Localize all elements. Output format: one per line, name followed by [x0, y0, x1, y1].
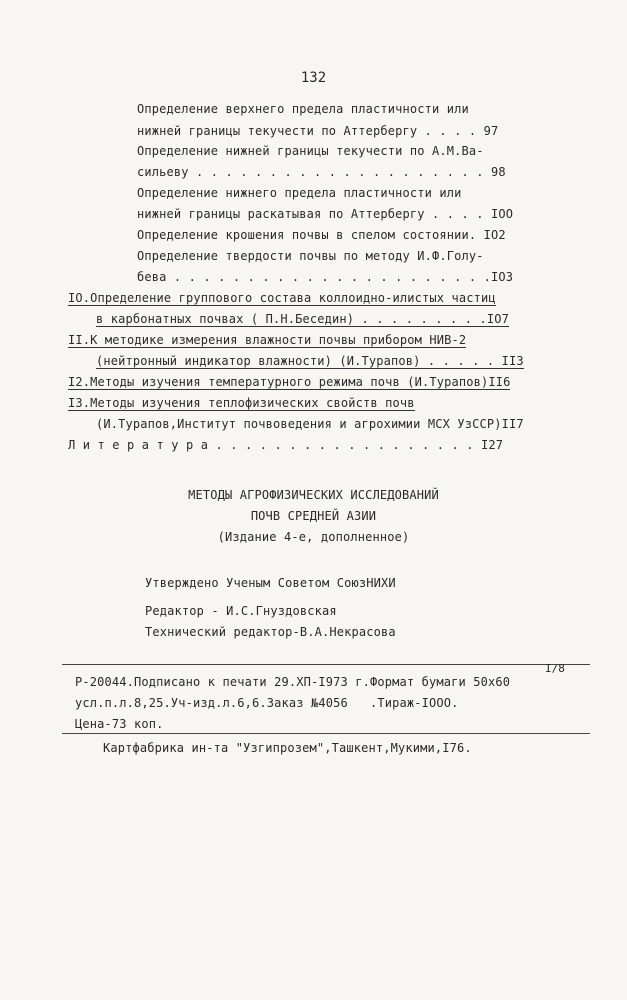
- technical-editor: Технический редактор-В.А.Некрасова: [145, 625, 396, 639]
- divider: [62, 664, 590, 665]
- page-number: 132: [300, 70, 327, 86]
- imprint-line: усл.п.л.8,25.Уч-изд.л.6,6.Заказ №4056 .Тираж-IOOO.: [75, 696, 459, 710]
- toc-section: [96, 354, 524, 368]
- toc-section: [68, 333, 466, 347]
- toc-section-text: II.К методике измерения влажности почвы прибором НИВ-2: [68, 333, 467, 347]
- printer-info: Картфабрика ин-та "Узгипрозем",Ташкент,Мукими,I76.: [103, 741, 472, 755]
- toc-section: [68, 396, 415, 410]
- toc-literature: Л и т е р а т у р а . . . . . . . . . . . . . . . . . . I27: [68, 438, 504, 452]
- toc-section: [68, 375, 510, 389]
- toc-line: сильеву . . . . . . . . . . . . . . . . . . . . 98: [137, 165, 506, 179]
- toc-line: Определение твердости почвы по методу И.Ф.Голу-: [137, 249, 484, 263]
- toc-line: Определение крошения почвы в спелом состоянии. IO2: [137, 228, 506, 242]
- approved-by: Утверждено Ученым Советом СоюзНИХИ: [145, 576, 396, 590]
- edition: (Издание 4-е, дополненное): [217, 530, 410, 544]
- toc-section: [68, 291, 496, 305]
- format-fraction: I/8: [545, 662, 565, 675]
- toc-section-text: I3.Методы изучения теплофизических свойств почв: [68, 396, 415, 410]
- toc-line: Определение нижнего предела пластичности или: [137, 186, 462, 200]
- imprint-line: Р-20044.Подписано к печати 29.ХП-I973 г.Формат бумаги 50х60: [75, 675, 511, 689]
- imprint-line: Цена-73 коп.: [75, 717, 164, 731]
- divider: [62, 733, 590, 734]
- book-title: МЕТОДЫ АГРОФИЗИЧЕСКИХ ИССЛЕДОВАНИЙ: [188, 488, 439, 502]
- toc-section-text: (нейтронный индикатор влажности) (И.Турапов) . . . . . II3: [96, 354, 524, 368]
- book-subtitle: ПОЧВ СРЕДНЕЙ АЗИИ: [250, 509, 377, 523]
- toc-line: нижней границы раскатывая по Аттербергу . . . . IOO: [137, 207, 514, 221]
- toc-section: (И.Турапов,Институт почвоведения и агрохимии МСХ УзССР)II7: [96, 417, 524, 431]
- editor: Редактор - И.С.Гнyздовская: [145, 604, 337, 618]
- toc-section-text: I2.Методы изучения температурного режима почв (И.Турапов)II6: [68, 375, 511, 389]
- toc-section-text: IO.Определение группового состава коллоидно-илистых частиц: [68, 291, 496, 305]
- toc-line: нижней границы текучести по Аттербергу . . . . 97: [137, 124, 499, 138]
- toc-line: Определение верхнего предела пластичности или: [137, 102, 469, 116]
- toc-section-text: в карбонатных почвах ( П.Н.Беседин) . . . . . . . . .IO7: [96, 312, 509, 326]
- toc-line: бева . . . . . . . . . . . . . . . . . . . . . .IO3: [137, 270, 514, 284]
- toc-line: Определение нижней границы текучести по А.М.Ва-: [137, 144, 484, 158]
- toc-section: [96, 312, 509, 326]
